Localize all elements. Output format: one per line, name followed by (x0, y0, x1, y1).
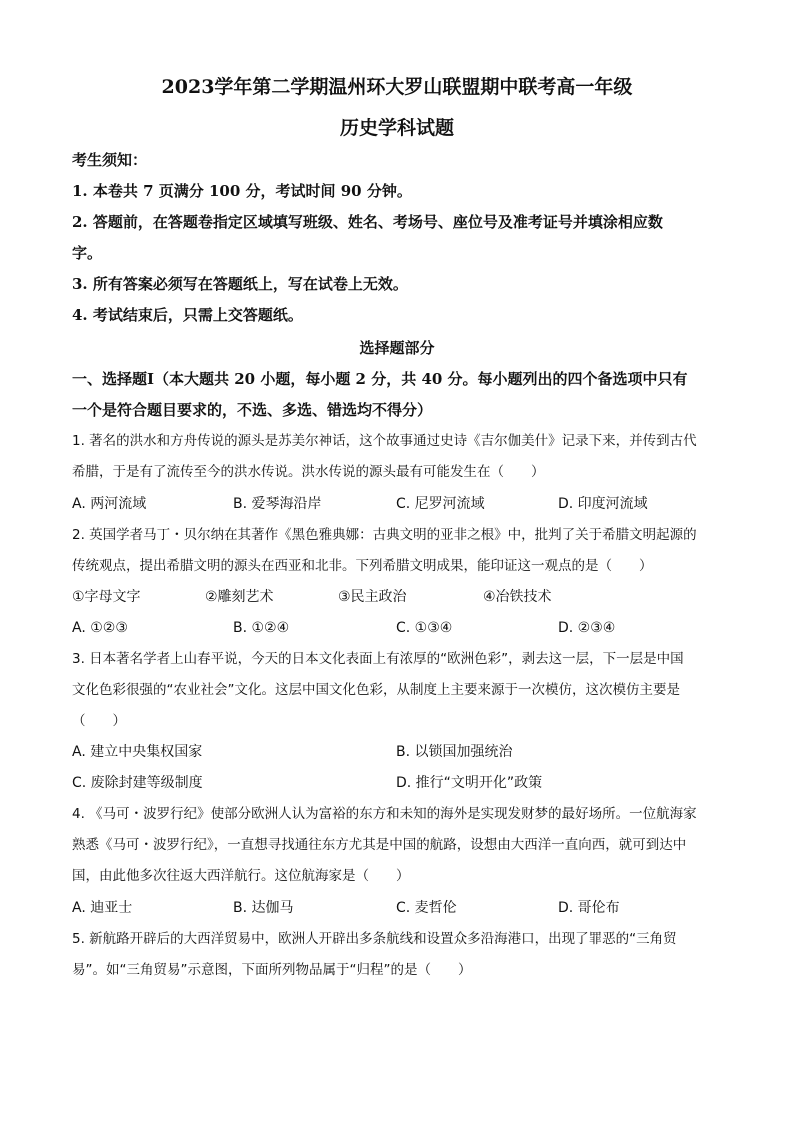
question-3-option-c[interactable]: C. 废除封建等级制度 (72, 775, 203, 791)
notice-item-1: 1. 本卷共 7 页满分 100 分，考试时间 90 分钟。 (72, 182, 412, 200)
question-1-option-b[interactable]: B. 爱琴海沿岸 (233, 496, 322, 512)
question-3-option-b[interactable]: B. 以锁国加强统治 (396, 744, 513, 760)
question-2-text-2: 传统观点，提出希腊文明的源头在西亚和北非。下列希腊文明成果，能印证这一观点的是（ ） (72, 558, 653, 574)
question-4-text-1: 4. 《马可・波罗行纪》使部分欧洲人认为富裕的东方和未知的海外是实现发财梦的最好场所。一位航海家 (72, 806, 697, 822)
question-2-item-1: ①字母文字 (72, 589, 141, 605)
exam-title: 2023学年第二学期温州环大罗山联盟期中联考高一年级 (161, 76, 633, 98)
question-2-item-4: ④冶铁技术 (483, 589, 552, 605)
question-1-text-1: 1. 著名的洪水和方舟传说的源头是苏美尔神话，这个故事通过史诗《吉尔伽美什》记录下来，并传到古代 (72, 433, 697, 449)
question-4-option-c[interactable]: C. 麦哲伦 (396, 900, 457, 916)
question-1-option-c[interactable]: C. 尼罗河流域 (396, 496, 485, 512)
question-1-option-a[interactable]: A. 两河流域 (72, 496, 147, 512)
question-4-text-3: 国，由此他多次往返大西洋航行。这位航海家是（ ） (72, 868, 410, 884)
notice-item-2: 2. 答题前，在答题卷指定区域填写班级、姓名、考场号、座位号及准考证号并填涂相应数 (72, 213, 663, 231)
question-2-option-b[interactable]: B. ①②④ (233, 620, 290, 636)
question-1-option-d[interactable]: D. 印度河流域 (558, 496, 648, 512)
question-3-text-3: （ ） (72, 713, 126, 729)
question-5-text-1: 5. 新航路开辟后的大西洋贸易中，欧洲人开辟出多条航线和设置众多沿海港口，出现了罪恶的“三角贸 (72, 931, 677, 947)
section-intro-2: 一个是符合题目要求的，不选、多选、错选均不得分） (72, 401, 433, 419)
question-4-option-b[interactable]: B. 达伽马 (233, 900, 294, 916)
exam-subject-title: 历史学科试题 (339, 117, 454, 139)
question-4-option-d[interactable]: D. 哥伦布 (558, 900, 620, 916)
question-2-option-a[interactable]: A. ①②③ (72, 620, 128, 636)
question-3-text-1: 3. 日本著名学者上山春平说，今天的日本文化表面上有浓厚的“欧洲色彩”，剥去这一层，下一层是中国 (72, 651, 684, 667)
notice-item-2-cont: 字。 (72, 244, 103, 262)
question-4-text-2: 熟悉《马可・波罗行纪》，一直想寻找通往东方尤其是中国的航路，设想由大西洋一直向西，就可到达中 (72, 837, 687, 853)
question-5-text-2: 易”。如“三角贸易”示意图，下面所列物品属于“归程”的是（ ） (72, 962, 472, 978)
question-4-option-a[interactable]: A. 迪亚士 (72, 900, 133, 916)
question-3-text-2: 文化色彩很强的“农业社会”文化。这层中国文化色彩，从制度上主要来源于一次模仿，这次模仿主要是 (72, 682, 680, 698)
question-1-text-2: 希腊，于是有了流传至今的洪水传说。洪水传说的源头最有可能发生在（ ） (72, 464, 545, 480)
notice-item-3: 3. 所有答案必须写在答题纸上，写在试卷上无效。 (72, 275, 408, 293)
section-intro-1: 一、选择题Ⅰ（本大题共 20 小题，每小题 2 分，共 40 分。每小题列出的四个备选项中只有 (72, 370, 688, 388)
notice-heading: 考生须知： (72, 151, 148, 169)
question-2-item-2: ②雕刻艺术 (205, 589, 274, 605)
notice-item-4: 4. 考试结束后，只需上交答题纸。 (72, 306, 303, 324)
question-3-option-d[interactable]: D. 推行“文明开化”政策 (396, 775, 543, 791)
question-2-option-d[interactable]: D. ②③④ (558, 620, 616, 636)
question-2-item-3: ③民主政治 (338, 589, 407, 605)
question-2-option-c[interactable]: C. ①③④ (396, 620, 453, 636)
part-title: 选择题部分 (359, 339, 435, 357)
question-3-option-a[interactable]: A. 建立中央集权国家 (72, 744, 203, 760)
question-2-text-1: 2. 英国学者马丁・贝尔纳在其著作《黑色雅典娜：古典文明的亚非之根》中，批判了关于希腊文明起源的 (72, 527, 697, 543)
